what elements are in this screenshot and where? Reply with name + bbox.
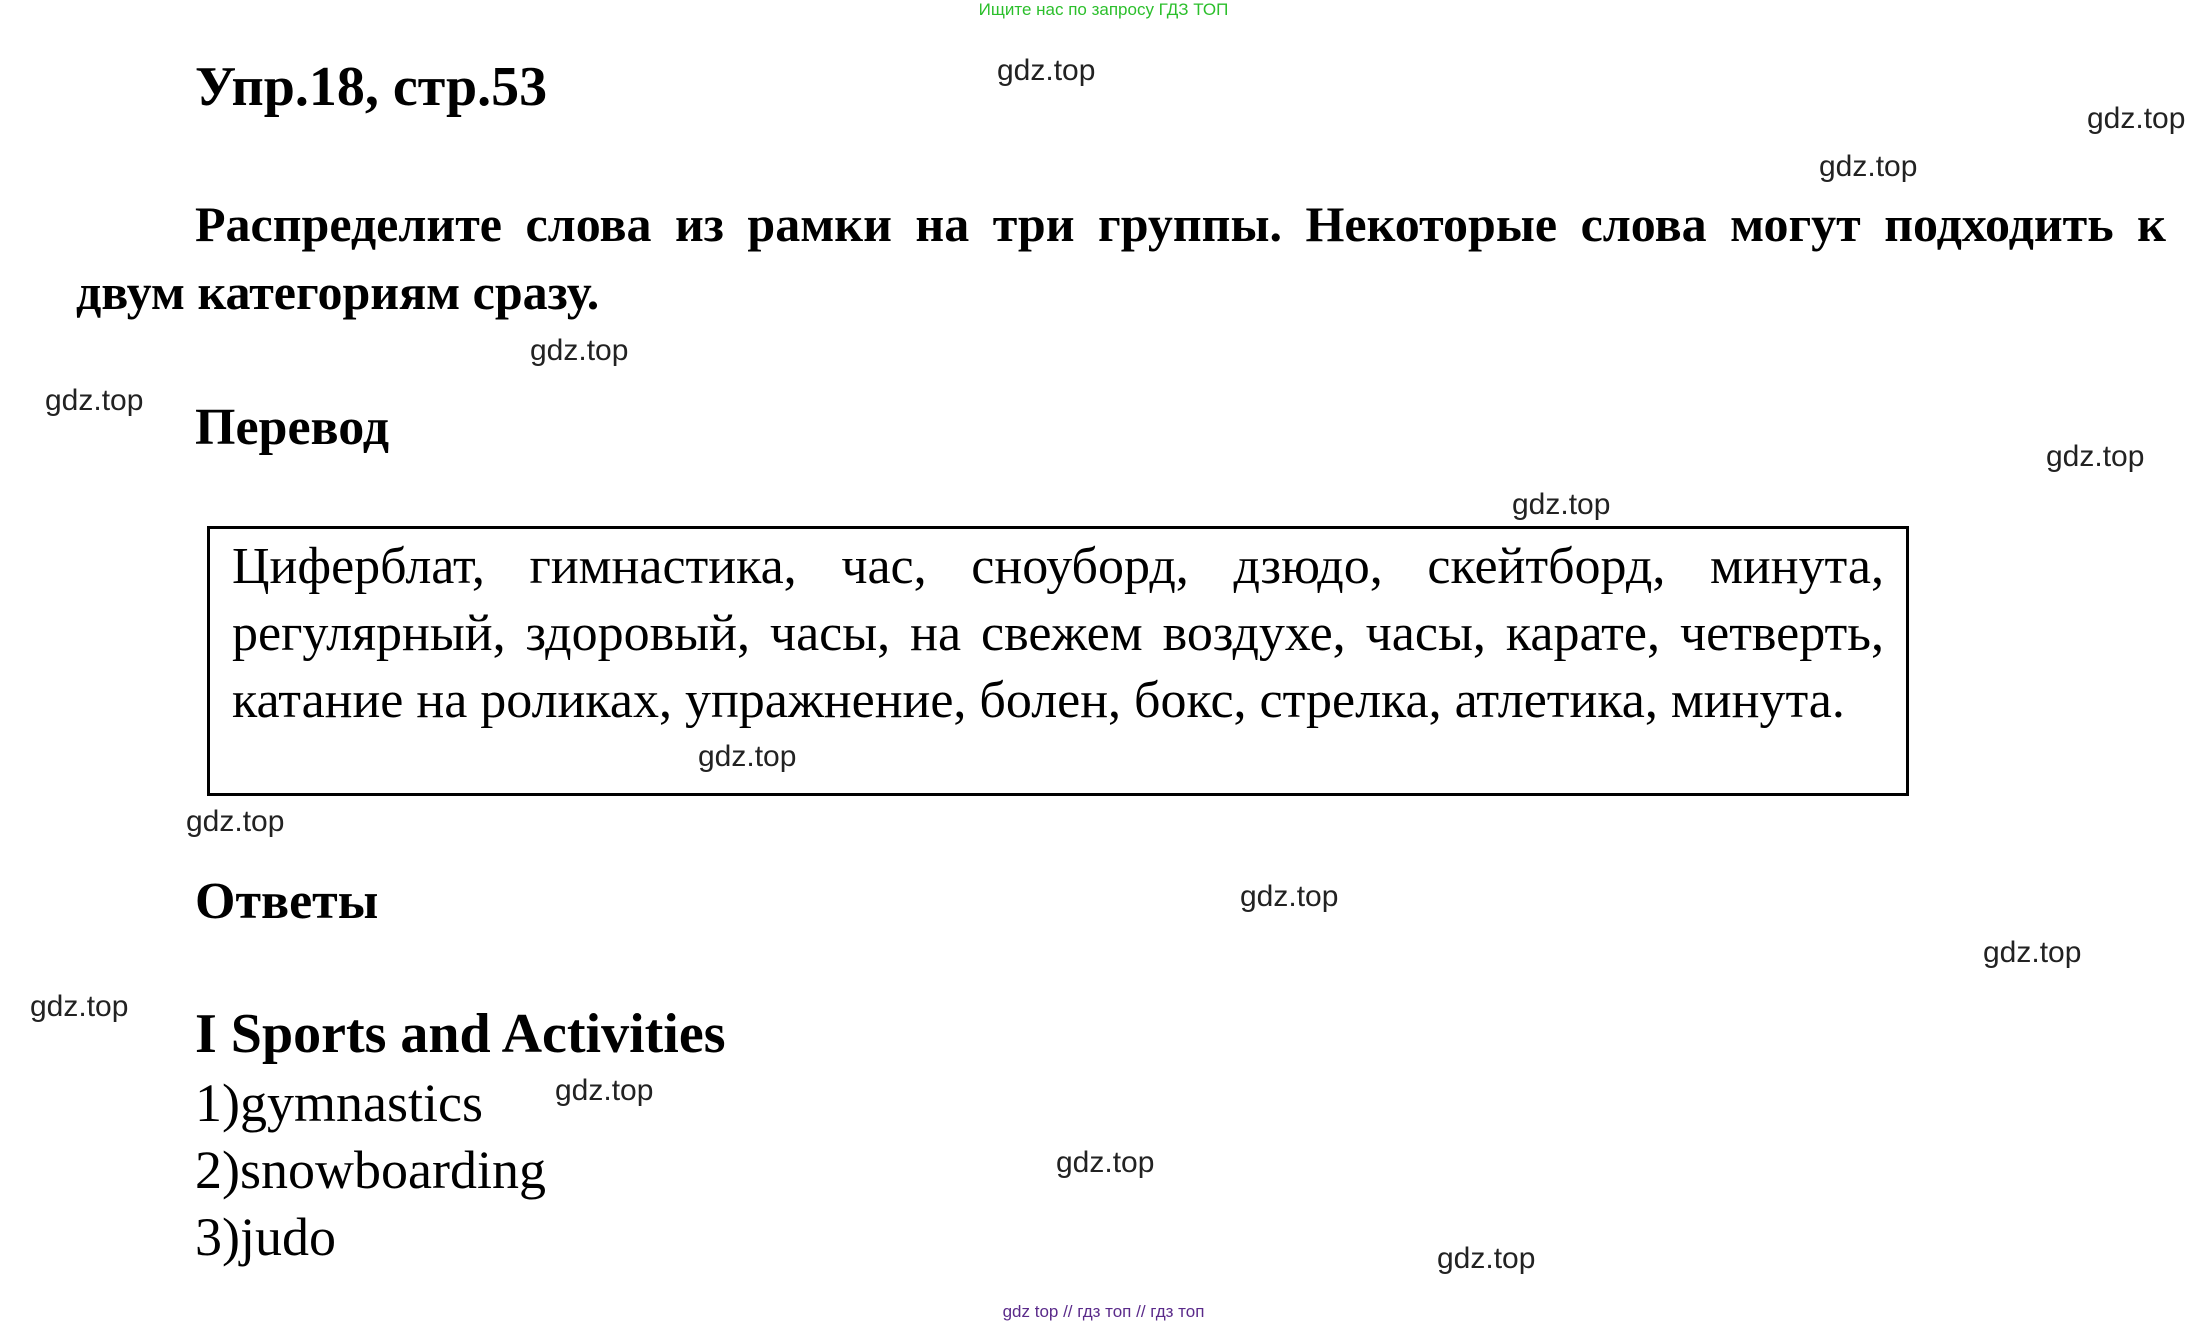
- watermark: gdz.top: [2046, 440, 2145, 473]
- watermark: gdz.top: [1437, 1242, 1536, 1275]
- word-box: [207, 526, 1909, 796]
- exercise-title: Упр.18, стр.53: [195, 56, 548, 118]
- watermark: gdz.top: [1819, 150, 1918, 183]
- list-item: 2)snowboarding: [195, 1140, 546, 1200]
- watermark: gdz.top: [530, 334, 629, 367]
- section-title: I Sports and Activities: [195, 1003, 726, 1065]
- watermark: gdz.top: [45, 384, 144, 417]
- watermark: gdz.top: [1983, 936, 2082, 969]
- watermark: gdz.top: [1512, 488, 1611, 521]
- word-box-text: Циферблат, гимнастика, час, сноуборд, дзюдо, скейтборд, минута, регулярный, здоровый, часы, на свежем воздухе, часы, карате, четверть, катание на роликах, упражнение, болен, бокс, стрелка, атлетика, минута.: [232, 538, 1884, 729]
- task-text: Распределите слова из рамки на три группы. Некоторые слова могут подходить к двум категориям сразу.: [76, 196, 2166, 320]
- top-banner: Ищите нас по запросу ГДЗ ТОП: [978, 0, 1229, 19]
- watermark: gdz.top: [1240, 880, 1339, 913]
- watermark: gdz.top: [186, 805, 285, 838]
- list-item: 1)gymnastics: [195, 1073, 483, 1133]
- watermark: gdz.top: [2087, 102, 2186, 135]
- watermark: gdz.top: [30, 990, 129, 1023]
- answers-heading: Ответы: [195, 873, 379, 930]
- list-item: 3)judo: [195, 1207, 336, 1267]
- answer-list: [195, 1070, 546, 1271]
- translation-heading: Перевод: [195, 399, 390, 456]
- footer: gdz top // гдз топ // гдз топ: [1002, 1302, 1205, 1321]
- watermark: gdz.top: [1056, 1146, 1155, 1179]
- watermark: gdz.top: [555, 1074, 654, 1107]
- watermark: gdz.top: [997, 54, 1096, 87]
- watermark: gdz.top: [698, 740, 797, 773]
